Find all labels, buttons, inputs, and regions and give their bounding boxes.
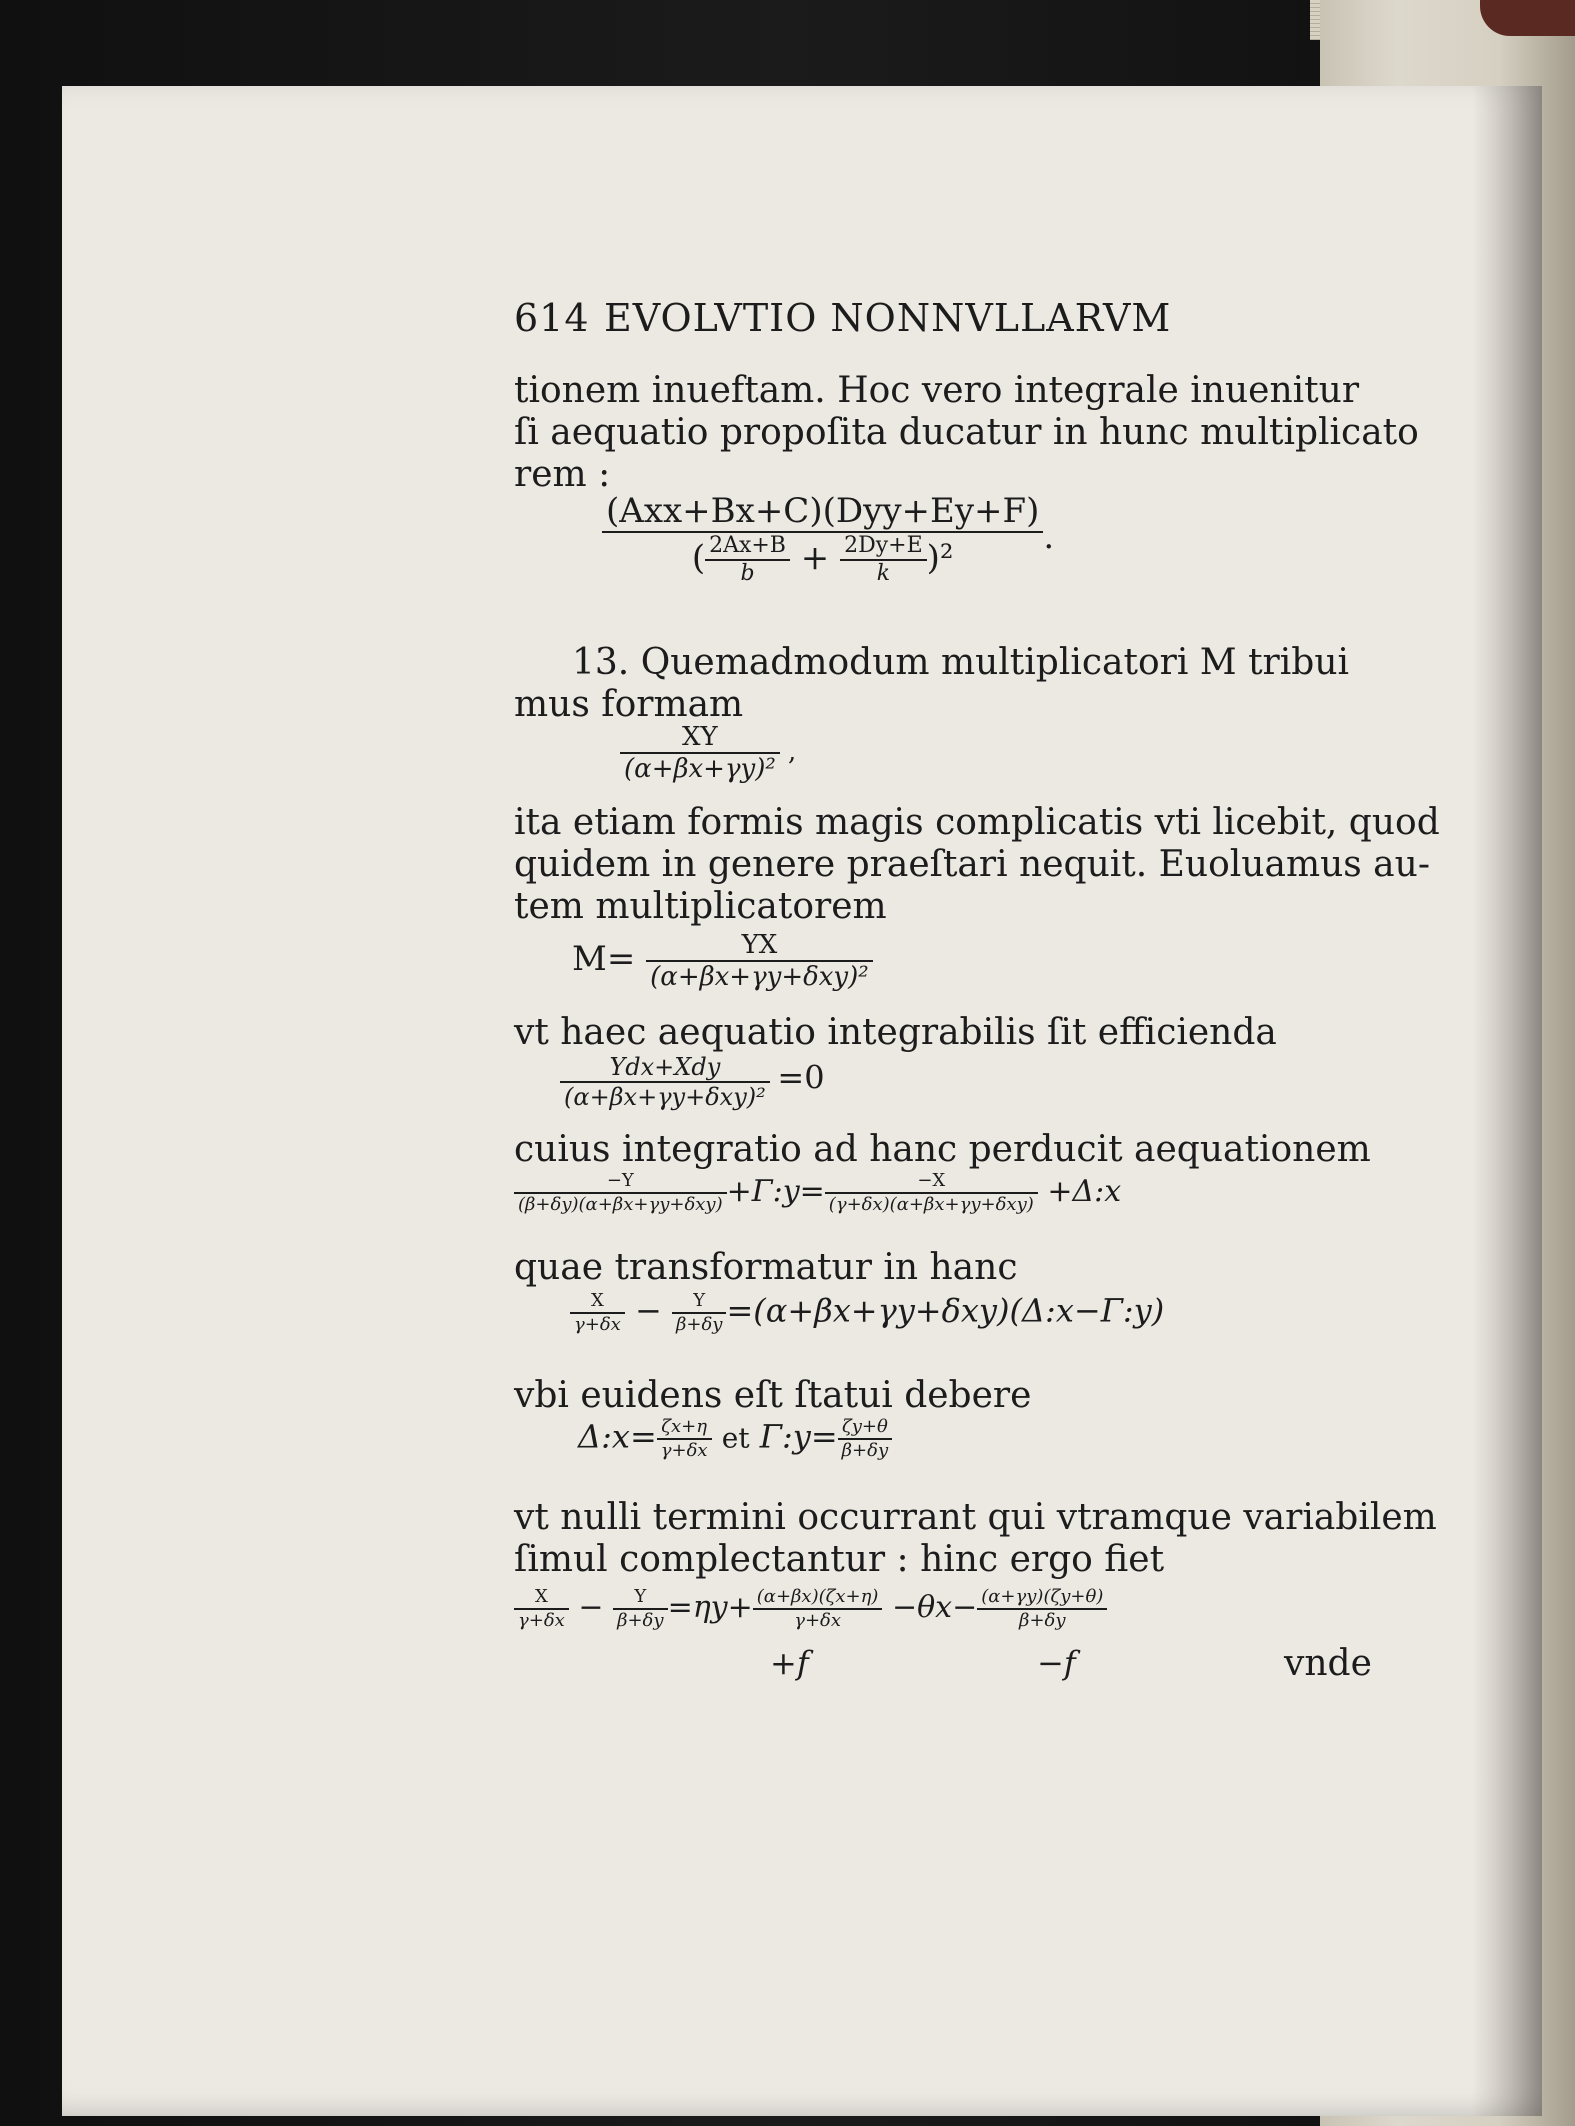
text-line: ſi aequatio propoſita ducatur in hunc multiplicato xyxy=(514,412,1419,453)
equation-1: (Axx+Bx+C)(Dyy+Ey+F) ( $\frac{2Ax+B}{b}$ + $\frac{2Dy+E}{k}$ )² . xyxy=(602,491,1054,587)
equation-3: M= $\frac{YX}{\text{(α+βx+γy+δxy)²}}$ xyxy=(572,930,873,992)
text-line: vt nulli termini occurrant qui vtramque variabilem xyxy=(514,1497,1437,1538)
text-line: vt haec aequatio integrabilis ſit efficienda xyxy=(514,1012,1277,1053)
text-line: mus formam xyxy=(514,684,744,725)
book-binding xyxy=(1480,0,1575,36)
page-gutter-shadow xyxy=(1472,86,1542,2116)
book-page xyxy=(62,86,1542,2116)
text-line: rem : xyxy=(514,454,611,495)
text-line: quae transformatur in hanc xyxy=(514,1247,1018,1288)
text-line: tionem inueftam. Hoc vero integrale inuenitur xyxy=(514,370,1360,411)
equation-8-constant-plus: +f xyxy=(770,1644,809,1682)
equation-4: $\frac{\text{Ydx+Xdy}}{\text{(α+βx+γy+δxy)²}}$ =0 xyxy=(560,1053,825,1111)
equation-7: Δ:x= $\frac{\zeta x+\eta}{\gamma+\delta x}$ et Γ:y= $\frac{\zeta y+\theta}{\beta+\delta y}$ xyxy=(578,1416,892,1462)
text-line: tem multiplicatorem xyxy=(514,886,887,927)
text-line: ita etiam formis magis complicatis vti licebit, quod xyxy=(514,802,1440,843)
catchword: vnde xyxy=(1284,1643,1372,1684)
text-line: ſimul complectantur : hinc ergo fiet xyxy=(514,1539,1165,1580)
page-number: 614 xyxy=(514,296,590,340)
text-line: cuius integratio ad hanc perducit aequationem xyxy=(514,1129,1371,1170)
equation-8-constant-minus: −f xyxy=(1037,1644,1076,1682)
running-title: EVOLVTIO NONNVLLARVM xyxy=(604,296,1172,340)
equation-6: $\frac{X}{\gamma+\delta x}$ − $\frac{Y}{\beta+\delta y}$ =(α+βx+γy+δxy)(Δ:x−Γ:y) xyxy=(570,1290,1164,1336)
equation-8: $\frac{X}{\gamma+\delta x}$ − $\frac{Y}{\beta+\delta y}$ =ηy+ $\frac{(\alpha+\beta x)(\zeta x+\eta)}{\gamma+\delta x}$ −θx− $\frac{(\alpha+\gamma y)(\zeta y+\theta)}{\beta+\delta y}$ xyxy=(514,1586,1107,1632)
equation-5: $\frac{-Y}{\text{(β+δy)(α+βx+γy+δxy)}}$ +Γ:y= $\frac{-X}{\text{(γ+δx)(α+βx+γy+δxy)}}$ +Δ:x xyxy=(514,1170,1121,1216)
equation-2: $\frac{XY}{\text{(α+βx+γy)²}}$ , xyxy=(620,722,796,784)
text-line: vbi euidens eſt ſtatui debere xyxy=(514,1375,1032,1416)
text-line: quidem in genere praeſtari nequit. Euoluamus au- xyxy=(514,844,1430,885)
text-line: 13. Quemadmodum multiplicatori M tribui xyxy=(572,642,1350,683)
